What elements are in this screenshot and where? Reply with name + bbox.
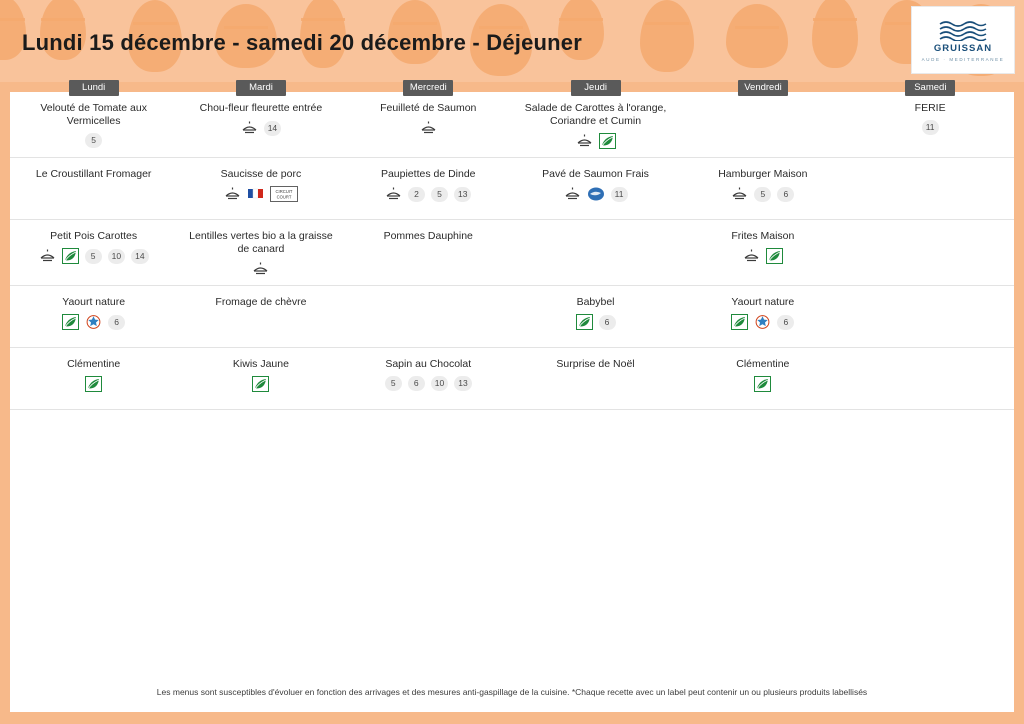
allergen-badge: 6 bbox=[108, 315, 125, 330]
day-tab-mardi[interactable] bbox=[236, 80, 286, 96]
dish-name: Yaourt nature bbox=[62, 296, 126, 308]
menu-cell bbox=[10, 92, 177, 158]
allergen-badge: 5 bbox=[431, 187, 448, 202]
menu-cell bbox=[679, 348, 846, 410]
badge-row bbox=[85, 133, 102, 148]
menu-cell bbox=[177, 220, 344, 286]
menu-cell bbox=[679, 220, 846, 286]
decorative-balloon bbox=[812, 0, 858, 68]
menu-cell bbox=[512, 220, 679, 286]
menu-cell bbox=[345, 220, 512, 286]
decorative-balloon-string bbox=[0, 18, 25, 21]
aop-icon bbox=[754, 314, 771, 330]
home-made-icon bbox=[564, 186, 581, 202]
menu-cell bbox=[512, 92, 679, 158]
badge-row bbox=[385, 186, 471, 202]
menu-cell bbox=[512, 286, 679, 348]
menu-cell bbox=[846, 158, 1013, 220]
dish-name: Le Croustillant Fromager bbox=[35, 168, 152, 180]
menu-cell bbox=[679, 92, 846, 158]
badge-row bbox=[420, 120, 437, 136]
menu-cell bbox=[846, 92, 1013, 158]
day-tab-label: Vendredi bbox=[744, 82, 782, 93]
badge-row bbox=[85, 376, 102, 392]
dish-name: Frites Maison bbox=[731, 230, 795, 242]
badge-row bbox=[743, 248, 783, 264]
day-tab-jeudi[interactable] bbox=[571, 80, 621, 96]
dish-name: Petit Pois Carottes bbox=[50, 230, 138, 242]
decorative-balloon bbox=[640, 0, 694, 72]
dish-name: Paupiettes de Dinde bbox=[380, 168, 476, 180]
badge-row bbox=[731, 186, 794, 202]
badge-row bbox=[39, 248, 149, 264]
svg-text:COURT: COURT bbox=[276, 194, 292, 200]
menu-cell bbox=[177, 348, 344, 410]
day-tab-vendredi[interactable] bbox=[738, 80, 788, 96]
allergen-badge: 6 bbox=[599, 315, 616, 330]
allergen-badge: 6 bbox=[777, 315, 794, 330]
menu-row-laitages bbox=[10, 286, 1014, 348]
badge-row bbox=[576, 133, 616, 149]
menu-cell bbox=[679, 158, 846, 220]
page-title: Lundi 15 décembre - samedi 20 décembre - Déjeuner bbox=[22, 30, 583, 55]
home-made-icon bbox=[731, 186, 748, 202]
aop-icon bbox=[85, 314, 102, 330]
dish-name: Salade de Carottes à l'orange, Coriandre et Cumin bbox=[524, 102, 667, 127]
home-made-icon bbox=[743, 248, 760, 264]
menu-cell bbox=[345, 158, 512, 220]
menu-cell bbox=[177, 158, 344, 220]
allergen-badge: 6 bbox=[408, 376, 425, 391]
dish-name: Pommes Dauphine bbox=[383, 230, 473, 242]
dish-name: Babybel bbox=[576, 296, 615, 308]
dish-name: Feuilleté de Saumon bbox=[380, 102, 477, 114]
home-made-icon bbox=[576, 133, 593, 149]
waves-icon bbox=[937, 19, 989, 41]
menu-cell bbox=[345, 348, 512, 410]
allergen-badge: 11 bbox=[922, 120, 939, 135]
decorative-balloon-string bbox=[393, 22, 437, 25]
dish-name: Lentilles vertes bio a la graisse de canard bbox=[189, 230, 333, 255]
badge-row bbox=[731, 314, 794, 330]
dish-name: Kiwis Jaune bbox=[232, 358, 289, 370]
decorative-balloon-string bbox=[133, 22, 177, 25]
decorative-balloon-string bbox=[735, 26, 779, 29]
menu-cell bbox=[846, 220, 1013, 286]
badge-row bbox=[754, 376, 771, 392]
allergen-badge: 14 bbox=[131, 249, 148, 264]
menu-cell bbox=[10, 348, 177, 410]
menu-cell bbox=[512, 158, 679, 220]
day-tab-mercredi[interactable] bbox=[403, 80, 453, 96]
allergen-badge: 13 bbox=[454, 187, 471, 202]
dish-name: Chou-fleur fleurette entrée bbox=[199, 102, 323, 114]
decorative-balloon bbox=[726, 4, 788, 68]
circuit-court-icon bbox=[270, 186, 298, 202]
dish-name: Yaourt nature bbox=[731, 296, 795, 308]
badge-row bbox=[62, 314, 125, 330]
menu-grid bbox=[10, 92, 1014, 410]
home-made-icon bbox=[252, 261, 269, 277]
day-tab-label: Samedi bbox=[914, 82, 947, 93]
dish-name: Surprise de Noël bbox=[556, 358, 635, 370]
allergen-badge: 2 bbox=[408, 187, 425, 202]
logo bbox=[911, 6, 1015, 74]
allergen-badge: 10 bbox=[108, 249, 125, 264]
badge-row bbox=[224, 186, 298, 202]
menu-cell bbox=[846, 348, 1013, 410]
dish-name: Fromage de chèvre bbox=[215, 296, 307, 308]
day-tab-samedi[interactable] bbox=[905, 80, 955, 96]
decorative-balloon-string bbox=[224, 26, 268, 29]
decorative-balloon-string bbox=[559, 18, 603, 21]
menu-cell bbox=[177, 92, 344, 158]
bio-icon bbox=[252, 376, 269, 392]
menu-cell bbox=[10, 220, 177, 286]
home-made-icon bbox=[224, 186, 241, 202]
bio-icon bbox=[766, 248, 783, 264]
menu-sheet bbox=[10, 92, 1014, 712]
allergen-badge: 5 bbox=[754, 187, 771, 202]
footer-note: Les menus sont susceptibles d'évoluer en fonction des arrivages et des mesures anti-gaspillage de la cuisine. *Chaque recette avec un label peut contenir un ou plusieurs produits labellisés bbox=[156, 687, 868, 697]
bio-icon bbox=[731, 314, 748, 330]
french-flag-icon bbox=[247, 186, 264, 202]
menu-row-desserts bbox=[10, 348, 1014, 410]
bio-icon bbox=[62, 248, 79, 264]
allergen-badge: 14 bbox=[264, 121, 281, 136]
badge-row bbox=[252, 261, 269, 277]
dish-name: Clémentine bbox=[736, 358, 790, 370]
logo-subtitle: AUDE · MEDITERRANEE bbox=[921, 56, 1005, 62]
fish-icon bbox=[587, 186, 605, 202]
dish-name: Sapin au Chocolat bbox=[385, 358, 472, 370]
svg-text:CIRCUIT: CIRCUIT bbox=[275, 189, 293, 194]
day-tab-label: Mercredi bbox=[409, 82, 447, 93]
badge-row bbox=[922, 120, 939, 135]
dish-name: Velouté de Tomate aux Vermicelles bbox=[40, 102, 147, 127]
menu-cell bbox=[846, 286, 1013, 348]
allergen-badge: 13 bbox=[454, 376, 471, 391]
menu-cell bbox=[10, 286, 177, 348]
allergen-badge: 5 bbox=[85, 133, 102, 148]
badge-row bbox=[385, 376, 472, 391]
bio-icon bbox=[85, 376, 102, 392]
dish-name: Pavé de Saumon Frais bbox=[542, 168, 649, 180]
decorative-balloon-string bbox=[645, 22, 689, 25]
decorative-balloon-string bbox=[479, 26, 523, 29]
day-tab-label: Mardi bbox=[249, 82, 273, 93]
home-made-icon bbox=[241, 120, 258, 136]
decorative-balloon-string bbox=[41, 18, 85, 21]
day-tab-label: Jeudi bbox=[584, 82, 608, 93]
menu-cell bbox=[345, 286, 512, 348]
menu-row-accompagnements bbox=[10, 220, 1014, 286]
bio-icon bbox=[754, 376, 771, 392]
badge-row bbox=[241, 120, 281, 136]
menu-cell bbox=[345, 92, 512, 158]
bio-icon bbox=[62, 314, 79, 330]
home-made-icon bbox=[385, 186, 402, 202]
logo-wordmark: GRUISSAN bbox=[933, 42, 993, 54]
dish-name: Saucisse de porc bbox=[220, 168, 302, 180]
dish-name: FERIE bbox=[914, 102, 946, 114]
menu-row-entrees bbox=[10, 92, 1014, 158]
menu-row-plats bbox=[10, 158, 1014, 220]
decorative-balloon-string bbox=[301, 18, 345, 21]
decorative-balloon-string bbox=[813, 18, 857, 21]
menu-cell bbox=[177, 286, 344, 348]
dish-name: Clémentine bbox=[67, 358, 121, 370]
home-made-icon bbox=[39, 248, 56, 264]
allergen-badge: 5 bbox=[385, 376, 402, 391]
day-tab-label: Lundi bbox=[82, 82, 106, 93]
dish-name: Hamburger Maison bbox=[718, 168, 808, 180]
menu-cell bbox=[679, 286, 846, 348]
bio-icon bbox=[599, 133, 616, 149]
menu-cell bbox=[512, 348, 679, 410]
bio-icon bbox=[576, 314, 593, 330]
menu-cell bbox=[10, 158, 177, 220]
allergen-badge: 6 bbox=[777, 187, 794, 202]
day-tab-lundi[interactable] bbox=[69, 80, 119, 96]
badge-row bbox=[564, 186, 628, 202]
badge-row bbox=[576, 314, 616, 330]
day-tabs bbox=[10, 80, 1014, 96]
allergen-badge: 11 bbox=[611, 187, 628, 202]
allergen-badge: 5 bbox=[85, 249, 102, 264]
badge-row bbox=[252, 376, 269, 392]
allergen-badge: 10 bbox=[431, 376, 448, 391]
home-made-icon bbox=[420, 120, 437, 136]
